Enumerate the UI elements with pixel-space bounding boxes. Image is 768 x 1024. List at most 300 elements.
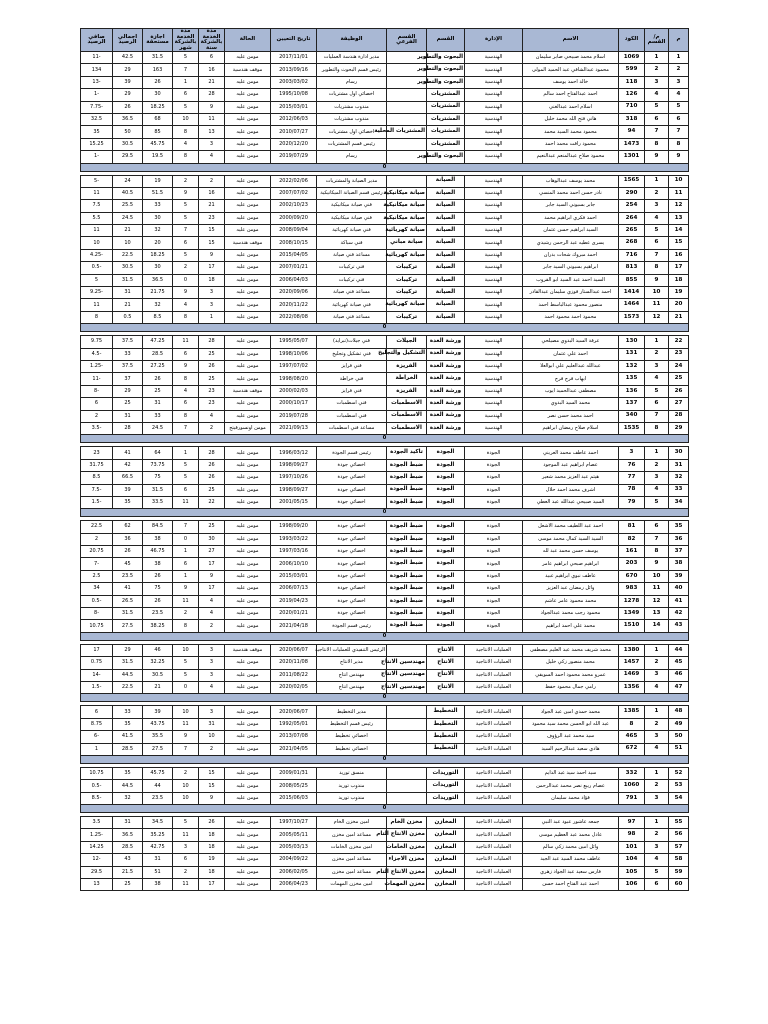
table-cell: 35 [113, 767, 143, 779]
table-cell: 23.5 [113, 570, 143, 582]
table-row[interactable] [81, 558, 689, 570]
table-cell: 1473 [619, 138, 645, 150]
table-cell: الهندسية [465, 187, 523, 199]
table-cell: 6 [173, 558, 199, 570]
table-cell: 64 [143, 447, 173, 459]
table-cell: اشرف محمد احمد حلال [523, 484, 619, 496]
table-cell: فني صيانة ميكانيكية [317, 200, 387, 212]
table-cell: ضبط الجودة [387, 533, 427, 545]
table-cell: 0 [173, 681, 199, 693]
table-cell: 2021/09/13 [271, 422, 317, 434]
table-cell: مدير الصيانة والمشتريات [317, 175, 387, 187]
employee-table [80, 28, 689, 891]
table-row[interactable] [81, 472, 689, 484]
table-row[interactable] [81, 175, 689, 187]
table-cell: 29 [113, 64, 143, 76]
group-separator [81, 163, 689, 171]
table-cell: -7.75 [81, 101, 113, 113]
table-cell: 106 [619, 879, 645, 891]
table-cell: 2013/07/08 [271, 731, 317, 743]
table-cell: مومن عليه [225, 866, 271, 878]
table-cell: 2 [645, 459, 669, 471]
table-cell: 7 [645, 249, 669, 261]
header-row [81, 29, 689, 52]
table-cell: 2012/06/03 [271, 113, 317, 125]
table-row[interactable] [81, 262, 689, 274]
table-row[interactable] [81, 187, 689, 199]
table-row[interactable] [81, 348, 689, 360]
table-cell: 1573 [619, 311, 645, 323]
table-cell: امين مخزن المهمات [317, 879, 387, 891]
table-cell: 3 [645, 200, 669, 212]
table-cell: مساعد امين مخزن [317, 829, 387, 841]
table-cell: ورشة العدة [427, 410, 465, 422]
table-cell: 3 [173, 841, 199, 853]
table-cell: المخازن [427, 879, 465, 891]
table-cell: 1998/09/20 [271, 521, 317, 533]
table-cell: -4.5 [81, 348, 113, 360]
table-cell: 23 [81, 447, 113, 459]
table-cell: مومن اونسورفيتج [225, 422, 271, 434]
table-row[interactable] [81, 447, 689, 459]
table-cell: 49 [669, 718, 689, 730]
table-cell: 11 [173, 879, 199, 891]
table-cell: الصيانة [427, 175, 465, 187]
table-cell: الاسطمبات [387, 398, 427, 410]
table-cell: العمليات الانتاجية [465, 854, 523, 866]
table-row[interactable] [81, 274, 689, 286]
table-cell: الجودة [465, 472, 523, 484]
table-cell: الجودة [427, 472, 465, 484]
table-cell: محمود محمد السيد محمد [523, 126, 619, 138]
table-row[interactable] [81, 101, 689, 113]
table-cell: الجودة [465, 533, 523, 545]
table-cell: 27 [669, 398, 689, 410]
table-row[interactable] [81, 113, 689, 125]
table-cell: 44 [669, 644, 689, 656]
table-row[interactable] [81, 533, 689, 545]
table-cell: 1464 [619, 299, 645, 311]
table-cell: 24.5 [143, 422, 173, 434]
table-cell: مومن عليه [225, 187, 271, 199]
table-cell: 3 [645, 472, 669, 484]
table-cell: اخصائي جودة [317, 608, 387, 620]
table-cell: 81 [619, 521, 645, 533]
table-cell: -1.5 [81, 681, 113, 693]
table-cell: -13 [81, 76, 113, 88]
table-row[interactable] [81, 854, 689, 866]
table-cell: التوريدات [427, 780, 465, 792]
table-cell: مومن عليه [225, 89, 271, 101]
table-cell: 3 [619, 447, 645, 459]
table-row[interactable] [81, 731, 689, 743]
table-cell: الجودة [427, 620, 465, 632]
table-cell: -5 [81, 175, 113, 187]
table-cell: 45.75 [143, 767, 173, 779]
table-cell: صيانة كهربائية [387, 225, 427, 237]
table-cell: 1278 [619, 595, 645, 607]
table-cell: ضبط الجودة [387, 496, 427, 508]
table-cell: 2 [81, 410, 113, 422]
table-cell: 25 [113, 398, 143, 410]
table-cell: 13 [669, 212, 689, 224]
table-row[interactable] [81, 225, 689, 237]
group-separator [81, 805, 689, 813]
table-cell: المشتريات [427, 138, 465, 150]
table-cell: 10 [645, 287, 669, 299]
table-cell: الجودة [465, 595, 523, 607]
table-cell: المخازن [427, 841, 465, 853]
table-cell: 8 [173, 151, 199, 163]
table-cell: 32 [113, 792, 143, 804]
table-row[interactable] [81, 385, 689, 397]
table-cell: 2013/09/16 [271, 64, 317, 76]
table-cell: 26.5 [113, 595, 143, 607]
table-cell: فؤاد محمد سليمان [523, 792, 619, 804]
table-cell [387, 780, 427, 792]
table-row[interactable] [81, 410, 689, 422]
table-row[interactable] [81, 644, 689, 656]
table-cell: محمد السيد البدوي [523, 398, 619, 410]
table-cell: 6 [645, 879, 669, 891]
table-cell: الهندسية [465, 101, 523, 113]
table-cell: صيانة ميكانيكية [387, 212, 427, 224]
table-cell: مدير التخطيط [317, 706, 387, 718]
table-cell: التخطيط [427, 731, 465, 743]
table-cell: 29 [669, 422, 689, 434]
table-cell: المخازن [427, 829, 465, 841]
table-row[interactable] [81, 484, 689, 496]
table-cell: الجودة [465, 608, 523, 620]
table-cell: 36 [113, 533, 143, 545]
table-cell: تركيبات [387, 311, 427, 323]
table-cell: -1.5 [81, 496, 113, 508]
table-cell: مومن عليه [225, 398, 271, 410]
table-cell: 27.5 [143, 743, 173, 755]
table-cell: 94 [619, 126, 645, 138]
table-row[interactable] [81, 841, 689, 853]
table-cell: مومن عليه [225, 175, 271, 187]
table-row[interactable] [81, 126, 689, 138]
table-cell: 21.5 [113, 866, 143, 878]
table-cell: 1 [81, 743, 113, 755]
table-cell: التخطيط [427, 743, 465, 755]
table-cell: مومن عليه [225, 447, 271, 459]
table-row[interactable] [81, 706, 689, 718]
table-cell: يسرى عطيه عبد الرحمن رشيدي [523, 237, 619, 249]
table-row[interactable] [81, 681, 689, 693]
separator-value: 0 [81, 805, 689, 813]
table-row[interactable] [81, 237, 689, 249]
table-cell: 5 [173, 817, 199, 829]
table-cell: 26 [143, 570, 173, 582]
table-cell: جابر بسيوني السيد جابر [523, 200, 619, 212]
table-cell: العمليات الانتاجية [465, 767, 523, 779]
table-cell: 21.75 [143, 287, 173, 299]
table-cell: 599 [619, 64, 645, 76]
table-cell: رسام [317, 151, 387, 163]
table-cell: 23.5 [143, 792, 173, 804]
table-row[interactable] [81, 570, 689, 582]
table-row[interactable] [81, 829, 689, 841]
table-cell: 18 [199, 274, 225, 286]
table-cell: محمود احمد محمود احمد [523, 311, 619, 323]
table-cell: رئيس قسم التخطيط [317, 718, 387, 730]
table-cell: رامي جمال محمود حفظ [523, 681, 619, 693]
table-cell: 7 [645, 533, 669, 545]
table-cell: 2007/01/21 [271, 262, 317, 274]
table-cell: منصور محمود عبدالباسط احمد [523, 299, 619, 311]
table-row[interactable] [81, 212, 689, 224]
table-row[interactable] [81, 89, 689, 101]
table-cell: تركيبات [387, 287, 427, 299]
table-row[interactable] [81, 151, 689, 163]
table-cell: 3.5 [81, 817, 113, 829]
table-cell: مساعد فني صيانة [317, 287, 387, 299]
table-cell: 22 [199, 496, 225, 508]
table-row[interactable] [81, 138, 689, 150]
table-cell: المشتريات [427, 126, 465, 138]
table-cell: 76 [619, 459, 645, 471]
table-row[interactable] [81, 743, 689, 755]
table-cell: 163 [143, 64, 173, 76]
column-header: الوظيفة [317, 29, 387, 52]
table-cell: 8.75 [81, 718, 113, 730]
table-cell: 1414 [619, 287, 645, 299]
table-cell: محمود رجب محمد عبدالجواد [523, 608, 619, 620]
table-cell: 34.5 [143, 817, 173, 829]
table-cell: اخصائي تخطيط [317, 731, 387, 743]
table-row[interactable] [81, 249, 689, 261]
table-cell: 4 [645, 854, 669, 866]
table-cell: مومن عليه [225, 706, 271, 718]
table-cell: 19 [199, 854, 225, 866]
table-cell: الصيانة [427, 299, 465, 311]
table-cell: 32 [143, 225, 173, 237]
table-cell: 38 [143, 558, 173, 570]
separator-value: 0 [81, 632, 689, 640]
table-cell: مساعد فني صيانة [317, 311, 387, 323]
table-cell: 18 [199, 866, 225, 878]
table-row[interactable] [81, 657, 689, 669]
table-cell: 75 [143, 583, 173, 595]
table-cell: الصيانة [427, 311, 465, 323]
table-cell: 50 [669, 731, 689, 743]
table-cell: 98 [619, 829, 645, 841]
table-cell: 26 [669, 385, 689, 397]
table-cell: 1 [645, 644, 669, 656]
table-cell: 11 [669, 187, 689, 199]
table-cell: الجودة [465, 558, 523, 570]
table-cell: 254 [619, 200, 645, 212]
table-cell: 41 [113, 447, 143, 459]
table-cell: 57 [669, 841, 689, 853]
separator-value: 0 [81, 509, 689, 517]
table-cell: 6 [81, 706, 113, 718]
table-cell: الهندسية [465, 113, 523, 125]
table-cell: العمليات الانتاجية [465, 731, 523, 743]
table-cell: صيانة مباني [387, 237, 427, 249]
table-cell [387, 175, 427, 187]
table-row[interactable] [81, 792, 689, 804]
table-cell: مومن عليه [225, 767, 271, 779]
table-cell: اخصائي اول مشتريات [317, 89, 387, 101]
table-row[interactable] [81, 200, 689, 212]
table-cell: احمد مبروك شحات بدران [523, 249, 619, 261]
table-cell: 29 [113, 385, 143, 397]
table-cell: مومن عليه [225, 681, 271, 693]
table-row[interactable] [81, 373, 689, 385]
table-cell: الانتاج [427, 681, 465, 693]
table-cell: العمليات الانتاجية [465, 681, 523, 693]
table-cell: مومن عليه [225, 113, 271, 125]
table-cell: العمليات الانتاجية [465, 644, 523, 656]
table-cell: تركيبات [387, 274, 427, 286]
table-cell: 58 [669, 854, 689, 866]
table-cell: 35 [81, 126, 113, 138]
table-row[interactable] [81, 459, 689, 471]
table-cell: ضبط الجودة [387, 546, 427, 558]
table-row[interactable] [81, 521, 689, 533]
table-cell: ابراهيم بسيوني السيد جابر [523, 262, 619, 274]
table-cell: 9 [173, 731, 199, 743]
table-cell: 2 [645, 829, 669, 841]
table-cell: 29 [113, 89, 143, 101]
table-row[interactable] [81, 718, 689, 730]
table-row[interactable] [81, 669, 689, 681]
table-cell: 26 [143, 373, 173, 385]
table-cell: 37 [113, 373, 143, 385]
table-cell: 10 [173, 113, 199, 125]
table-cell: الصيانة [427, 249, 465, 261]
table-cell: الصيانة [427, 200, 465, 212]
table-cell: ورشة العدة [427, 373, 465, 385]
table-cell: المخازن [427, 854, 465, 866]
table-cell: الجودة [427, 608, 465, 620]
table-cell: صيانة ميكانيكية [387, 187, 427, 199]
table-row[interactable] [81, 817, 689, 829]
table-cell: موقف هندسية [225, 644, 271, 656]
table-cell: نادر حسن احمد محمد المنسي [523, 187, 619, 199]
table-cell: مومن عليه [225, 225, 271, 237]
table-cell [387, 731, 427, 743]
table-row[interactable] [81, 52, 689, 64]
table-cell: فني تركيبات [317, 262, 387, 274]
column-header: اجازة مستحقة [143, 29, 173, 52]
table-cell: 7 [173, 422, 199, 434]
table-row[interactable] [81, 608, 689, 620]
table-cell: الهندسية [465, 64, 523, 76]
table-cell: -0.5 [81, 595, 113, 607]
table-cell: 10.75 [81, 620, 113, 632]
column-header: القسم [427, 29, 465, 52]
table-row[interactable] [81, 64, 689, 76]
table-cell: 4 [645, 212, 669, 224]
table-cell: 7 [173, 64, 199, 76]
table-cell: 9 [199, 249, 225, 261]
table-row[interactable] [81, 287, 689, 299]
table-cell: مومن عليه [225, 854, 271, 866]
table-cell: 55 [669, 817, 689, 829]
table-row[interactable] [81, 866, 689, 878]
table-cell: 4 [199, 681, 225, 693]
table-cell: 2008/10/15 [271, 237, 317, 249]
separator-value: 0 [81, 694, 689, 702]
table-row[interactable] [81, 595, 689, 607]
table-cell: 43.75 [143, 718, 173, 730]
table-row[interactable] [81, 780, 689, 792]
table-cell: 33 [143, 200, 173, 212]
table-cell: 5 [173, 52, 199, 64]
table-row[interactable] [81, 496, 689, 508]
table-cell: 1385 [619, 706, 645, 718]
table-cell: صيانة ميكانيكية [387, 200, 427, 212]
table-cell: ابراهيم صبحي ابراهيم عامر [523, 558, 619, 570]
table-row[interactable] [81, 620, 689, 632]
table-cell: 2020/06/07 [271, 706, 317, 718]
table-cell: 15.25 [81, 138, 113, 150]
table-cell: وائل رمضان عبد العزيز [523, 583, 619, 595]
table-cell: امين مخزن الخام [317, 817, 387, 829]
table-cell: 2020/12/20 [271, 138, 317, 150]
table-cell: 10 [173, 706, 199, 718]
table-cell: 135 [619, 373, 645, 385]
table-cell: 2 [199, 743, 225, 755]
table-cell: 1060 [619, 780, 645, 792]
table-row[interactable] [81, 336, 689, 348]
table-cell: الهندسية [465, 287, 523, 299]
table-cell: 11 [645, 583, 669, 595]
table-row[interactable] [81, 76, 689, 88]
table-cell: المشتريات [427, 101, 465, 113]
table-row[interactable] [81, 299, 689, 311]
table-cell: -11 [81, 52, 113, 64]
table-cell: 2.5 [81, 570, 113, 582]
table-row[interactable] [81, 767, 689, 779]
table-cell: العمليات الانتاجية [465, 866, 523, 878]
table-row[interactable] [81, 422, 689, 434]
table-cell: 9 [645, 558, 669, 570]
table-cell: مومن عليه [225, 608, 271, 620]
table-cell: محمد حمدي امين عبد الجواد [523, 706, 619, 718]
table-row[interactable] [81, 879, 689, 891]
table-cell: 265 [619, 225, 645, 237]
table-cell: 2019/07/29 [271, 151, 317, 163]
table-cell: 25 [199, 484, 225, 496]
table-cell: 2021/04/05 [271, 743, 317, 755]
table-cell: الهندسية [465, 360, 523, 372]
table-row[interactable] [81, 583, 689, 595]
table-cell: مخزن الخام [387, 817, 427, 829]
table-cell: 14.25 [81, 841, 113, 853]
table-row[interactable] [81, 360, 689, 372]
table-cell: مومن عليه [225, 595, 271, 607]
table-cell: 8 [619, 718, 645, 730]
table-cell: 1 [173, 76, 199, 88]
table-cell: 7 [173, 521, 199, 533]
table-cell: مومن عليه [225, 484, 271, 496]
table-row[interactable] [81, 546, 689, 558]
table-cell: 39 [669, 570, 689, 582]
table-cell: 3 [669, 76, 689, 88]
table-row[interactable] [81, 398, 689, 410]
table-cell: مومن عليه [225, 459, 271, 471]
table-cell: 12 [645, 311, 669, 323]
table-cell: الهندسية [465, 225, 523, 237]
table-cell: 855 [619, 274, 645, 286]
table-cell: 5 [669, 101, 689, 113]
table-row[interactable] [81, 311, 689, 323]
